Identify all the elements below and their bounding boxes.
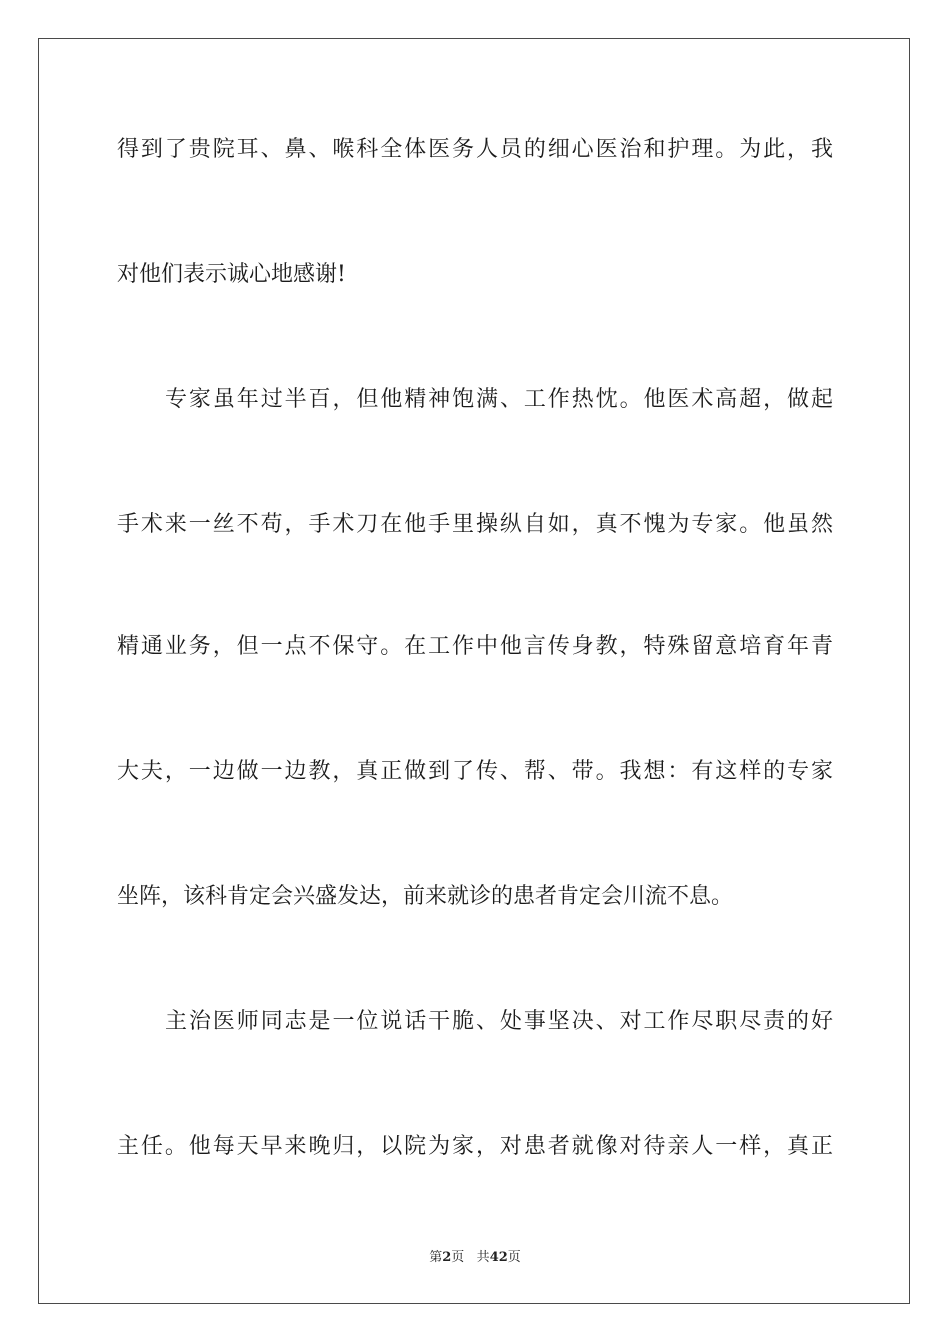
page-footer [0,1246,950,1265]
text-line-5: 精通业务，但一点不保守。在工作中他言传身教，特殊留意培育年青 [117,634,833,659]
text-line-6: 大夫，一边做一边教，真正做到了传、帮、带。我想：有这样的专家 [117,759,833,784]
page-prefix: 第 [429,1250,443,1265]
text-line-4: 手术来一丝不苟，手术刀在他手里操纵自如，真不愧为专家。他虽然 [117,512,833,537]
total-prefix: 共 [476,1250,490,1265]
text-line-9: 主任。他每天早来晚归，以院为家，对患者就像对待亲人一样，真正 [117,1134,833,1159]
paragraph-2-first-line: 专家虽年过半百，但他精神饱满、工作热忱。他医术高超，做起 [165,387,833,412]
text-line-1: 得到了贵院耳、鼻、喉科全体医务人员的细心医治和护理。为此，我 [117,137,833,162]
paragraph-3-first-line: 主治医师同志是一位说话干脆、处事坚决、对工作尽职尽责的好 [165,1009,833,1034]
total-suffix: 页 [507,1250,521,1265]
page-number: 2 [442,1250,452,1265]
total-pages: 42 [489,1250,508,1265]
text-line-7: 坐阵，该科肯定会兴盛发达，前来就诊的患者肯定会川流不息。 [117,884,734,909]
text-line-2: 对他们表示诚心地感谢! [117,262,346,287]
page-border [38,38,910,1304]
page-suffix: 页 [451,1250,465,1265]
